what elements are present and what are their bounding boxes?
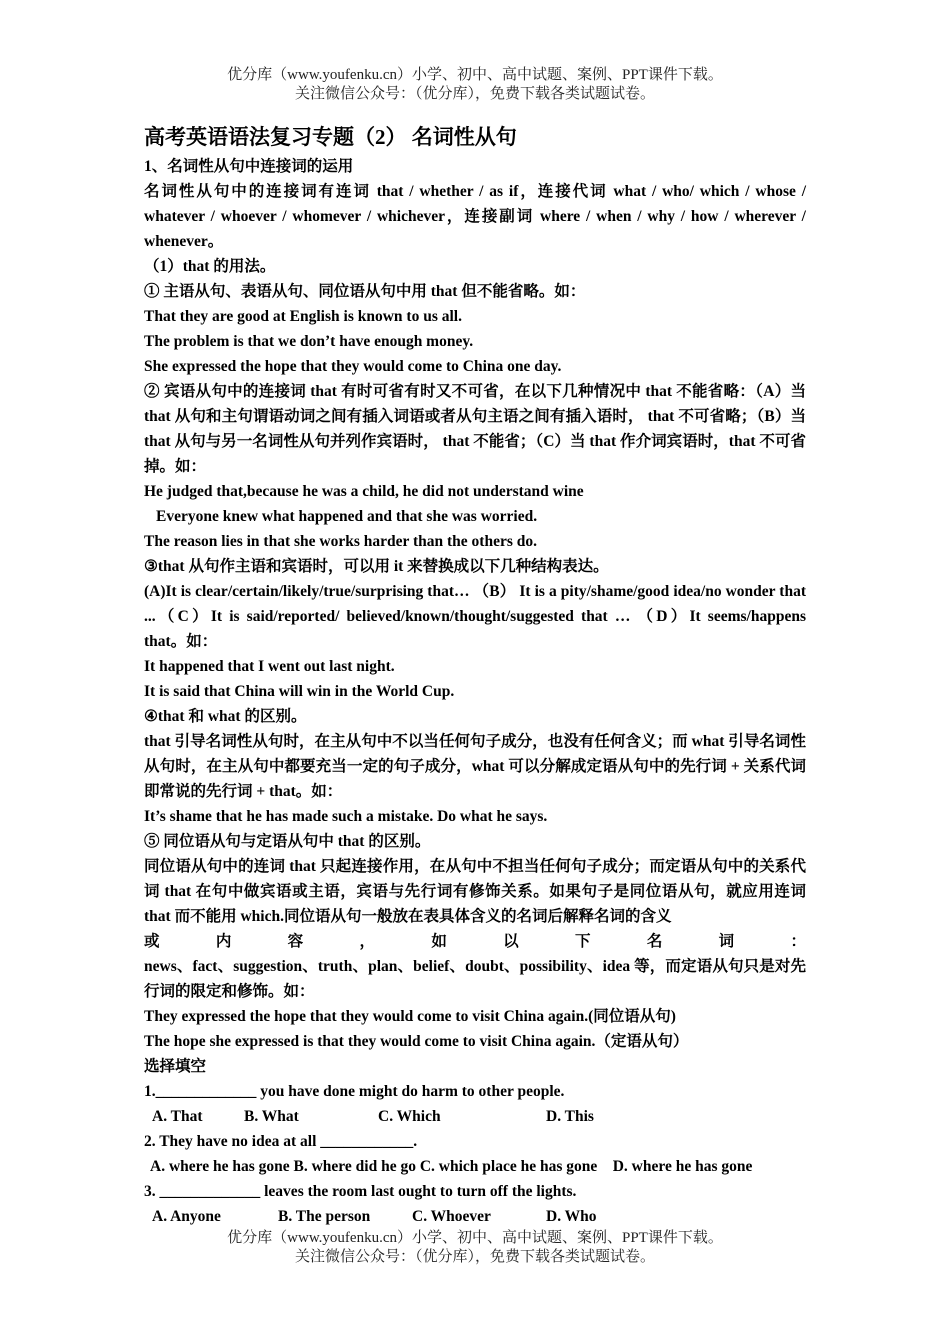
rule-5-spaced-line: 或内容，如以下名词： [144,933,806,950]
rule-5-noun-list: news、fact、suggestion、truth、plan、belief、doubt、possibility、idea 等，而定语从句只是对先行词的限定和修饰。如： [144,958,806,1000]
question-2-options: A. where he has gone B. where did he go C. which place he has gone D. where he has gone [150,1158,753,1175]
q1-option-d: D. This [546,1108,594,1125]
question-1-options [144,1104,806,1129]
document-body [144,122,806,1229]
document-title: 高考英语语法复习专题（2） 名词性从句 [144,125,517,149]
footer-line-1: 优分库（www.youfenku.cn）小学、初中、高中试题、案例、PPT课件下载。 [227,1230,723,1246]
section-heading: 1、名词性从句中连接词的运用 [144,158,354,175]
example-5: Everyone knew what happened and that she was worried. [156,508,538,525]
example-10: They expressed the hope that they would come to visit China again.(同位语从句) [144,1008,676,1025]
example-8: It is said that China will win in the World Cup. [144,683,455,700]
question-2: 2. They have no idea at all ____________. [144,1133,418,1150]
usage-heading: （1）that 的用法。 [144,258,276,275]
q3-option-c: C. Whoever [412,1208,491,1225]
rule-3-structures: (A)It is clear/certain/likely/true/surprising that… （B） It is a pity/shame/good idea/no wonder that ...（C）It is said/reported/ believed/known/thought/suggested that … （D）It seems/happens that。如： [144,583,806,650]
intro-paragraph: 名词性从句中的连接词有连词 that / whether / as if，连接代词 what / who/ which / whose / whatever / whoever / whomever / whichever，连接副词 where / when / why / how / wherever / whenever。 [144,183,806,250]
example-11: The hope she expressed is that they would come to visit China again.（定语从句） [144,1033,689,1050]
rule-5-explanation: 同位语从句中的连词 that 只起连接作用，在从句中不担当任何句子成分；而定语从句中的关系代词 that 在句中做宾语或主语，宾语与先行词有修饰关系。如果句子是同位语从句，就应用连词 that 而不能用 which.同位语从句一般放在表具体含义的名词后解释名词的含义 [144,858,806,925]
q3-option-d: D. Who [546,1208,597,1225]
q1-option-c: C. Which [378,1108,441,1125]
header-line-2: 关注微信公众号：（优分库），免费下载各类试题试卷。 [294,86,655,102]
question-3: 3. _____________ leaves the room last ought to turn off the lights. [144,1183,577,1200]
rule-4-explanation: that 引导名词性从句时，在主从句中不以当任何句子成分，也没有任何含义；而 what 引导名词性从句时，在主从句中都要充当一定的句子成分，what 可以分解成定语从句中的先行词 + 关系代词即常说的先行词 + that。如： [144,733,806,800]
example-4: He judged that,because he was a child, he did not understand wine [144,483,584,500]
rule-4: ④that 和 what 的区别。 [144,708,307,725]
footer-line-2: 关注微信公众号：（优分库），免费下载各类试题试卷。 [294,1249,655,1265]
rule-2: ② 宾语从句中的连接词 that 有时可省有时又不可省，在以下几种情况中 that 不能省略：（A）当 that 从句和主句谓语动词之间有插入词语或者从句主语之间有插入语时， that 不可省略；（B）当 that 从句与另一名词性从句并列作宾语时， that 不能省；（C）当 that 作介词宾语时，that 不可省掉。如： [144,383,806,475]
example-2: The problem is that we don’t have enough money. [144,333,474,350]
example-9: It’s shame that he has made such a mistake. Do what he says. [144,808,548,825]
example-1: That they are good at English is known to us all. [144,308,462,325]
question-1: 1._____________ you have done might do harm to other people. [144,1083,565,1100]
header-line-1: 优分库（www.youfenku.cn）小学、初中、高中试题、案例、PPT课件下载。 [227,67,723,83]
rule-3: ③that 从句作主语和宾语时，可以用 it 来替换成以下几种结构表达。 [144,558,609,575]
rule-5: ⑤ 同位语从句与定语从句中 that 的区别。 [144,833,431,850]
page-footer [0,1229,950,1267]
example-6: The reason lies in that she works harder than the others do. [144,533,537,550]
example-3: She expressed the hope that they would come to China one day. [144,358,562,375]
q3-option-b: B. The person [278,1208,371,1225]
exercise-heading: 选择填空 [144,1058,207,1075]
q3-option-a: A. Anyone [152,1208,221,1225]
page-header [0,66,950,104]
question-3-options [144,1204,806,1229]
rule-1: ① 主语从句、表语从句、同位语从句中用 that 但不能省略。如： [144,283,586,300]
q1-option-a: A. That [152,1108,203,1125]
example-7: It happened that I went out last night. [144,658,395,675]
q1-option-b: B. What [244,1108,299,1125]
